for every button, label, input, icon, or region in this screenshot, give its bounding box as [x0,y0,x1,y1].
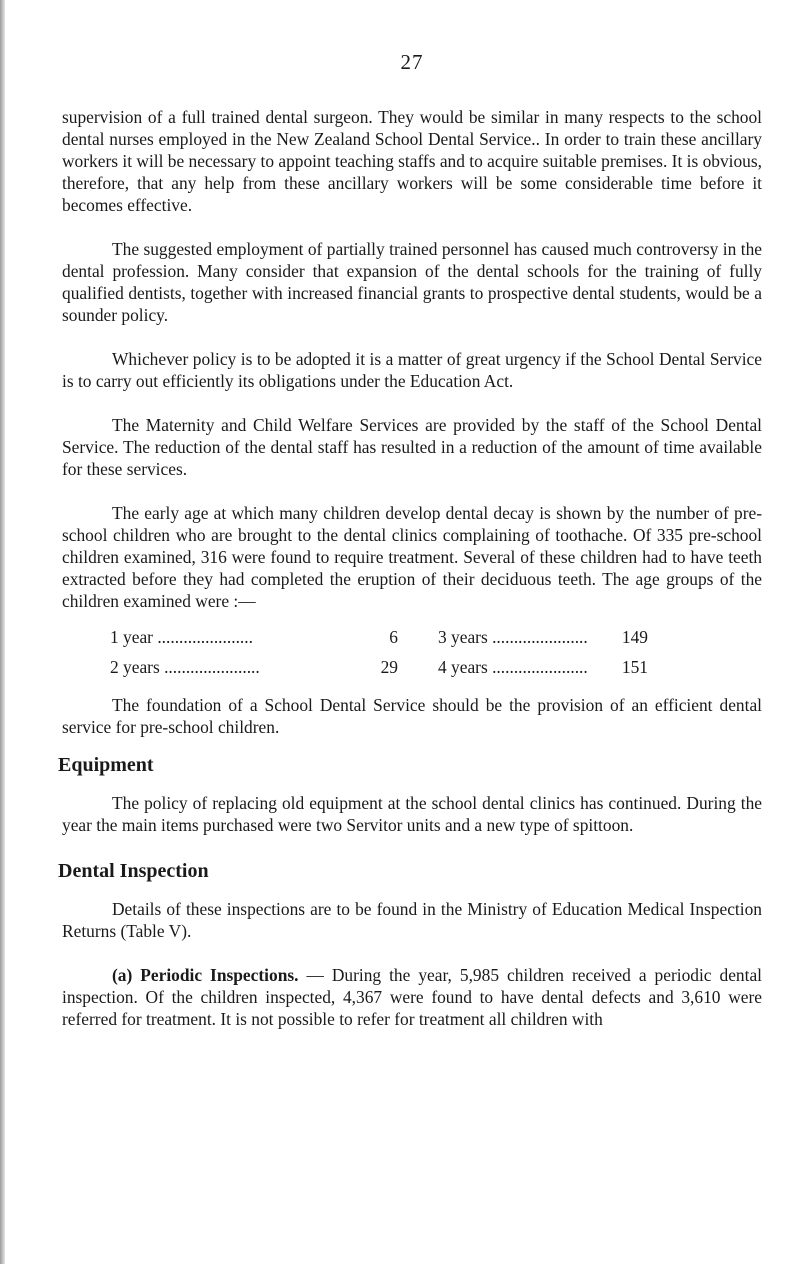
paragraph-ancillary-workers: supervision of a full trained dental surgeon. They would be similar in many respects to the school dental nurses employed in the New Zealand School Dental Service.. In order to train these ancillary workers it will be necessary to appoint teaching staffs and to acquire suitable premises. It is obvious, therefore, that any help from these ancillary workers will be some considerable time before it becomes effective. [62,107,762,215]
paragraph-partially-trained-personnel: The suggested employment of partially trained personnel has caused much controversy in the dental profession. Many consider that expansion of the dental schools for the training of fully qualified dentists, together with increased financial grants to prospective dental students, would be a sounder policy. [62,239,762,325]
paragraph-pre-school-decay: The early age at which many children develop dental decay is shown by the number of pre-school children who are brought to the dental clinics complaining of toothache. Of 335 pre-school children examined, 316 were found to require treatment. Several of these children had to have teeth extracted before they had completed the eruption of their deciduous teeth. The age groups of the children examined were :— [62,503,762,611]
age-group-label: 1 year ...................... [110,627,253,647]
age-group-count: 151 [621,657,648,677]
periodic-inspections-text: — During the year, 5,985 children received a periodic dental inspection. Of the children inspected, 4,367 were found to have dental defects and 3,610 were referred for treatment. It is not possible to refer for treatment all children with [62,965,762,1029]
age-group-count: 149 [621,627,648,647]
age-groups-table [110,626,762,678]
paragraph-policy-urgency: Whichever policy is to be adopted it is a matter of great urgency if the School Dental Service is to carry out efficiently its obligations under the Education Act. [62,349,762,391]
age-group-label: 3 years ...................... [438,627,588,647]
body-text [58,106,762,1052]
paragraph-inspection-details: Details of these inspections are to be found in the Ministry of Education Medical Inspection Returns (Table V). [62,899,762,941]
section-heading-equipment: Equipment [58,754,154,776]
section-heading-dental-inspection: Dental Inspection [58,860,209,882]
paragraph-maternity-child-welfare: The Maternity and Child Welfare Services are provided by the staff of the School Dental Service. The reduction of the dental staff has resulted in a reduction of the amount of time available for these services. [62,415,762,479]
age-group-count: 6 [389,627,398,647]
periodic-inspections-label: (a) Periodic Inspections. [112,965,299,985]
paragraph-pre-school-provision: The foundation of a School Dental Service should be the provision of an efficient dental service for pre-school children. [62,695,762,737]
paragraph-equipment: The policy of replacing old equipment at the school dental clinics has continued. During the year the main items purchased were two Servitor units and a new type of spittoon. [62,793,762,835]
age-group-label: 2 years ...................... [110,657,260,677]
age-group-label: 4 years ...................... [438,657,588,677]
age-group-count: 29 [380,657,398,677]
paragraph-periodic-inspections [62,964,762,1030]
page-number: 27 [400,50,424,74]
page-edge-shadow [0,0,5,1264]
